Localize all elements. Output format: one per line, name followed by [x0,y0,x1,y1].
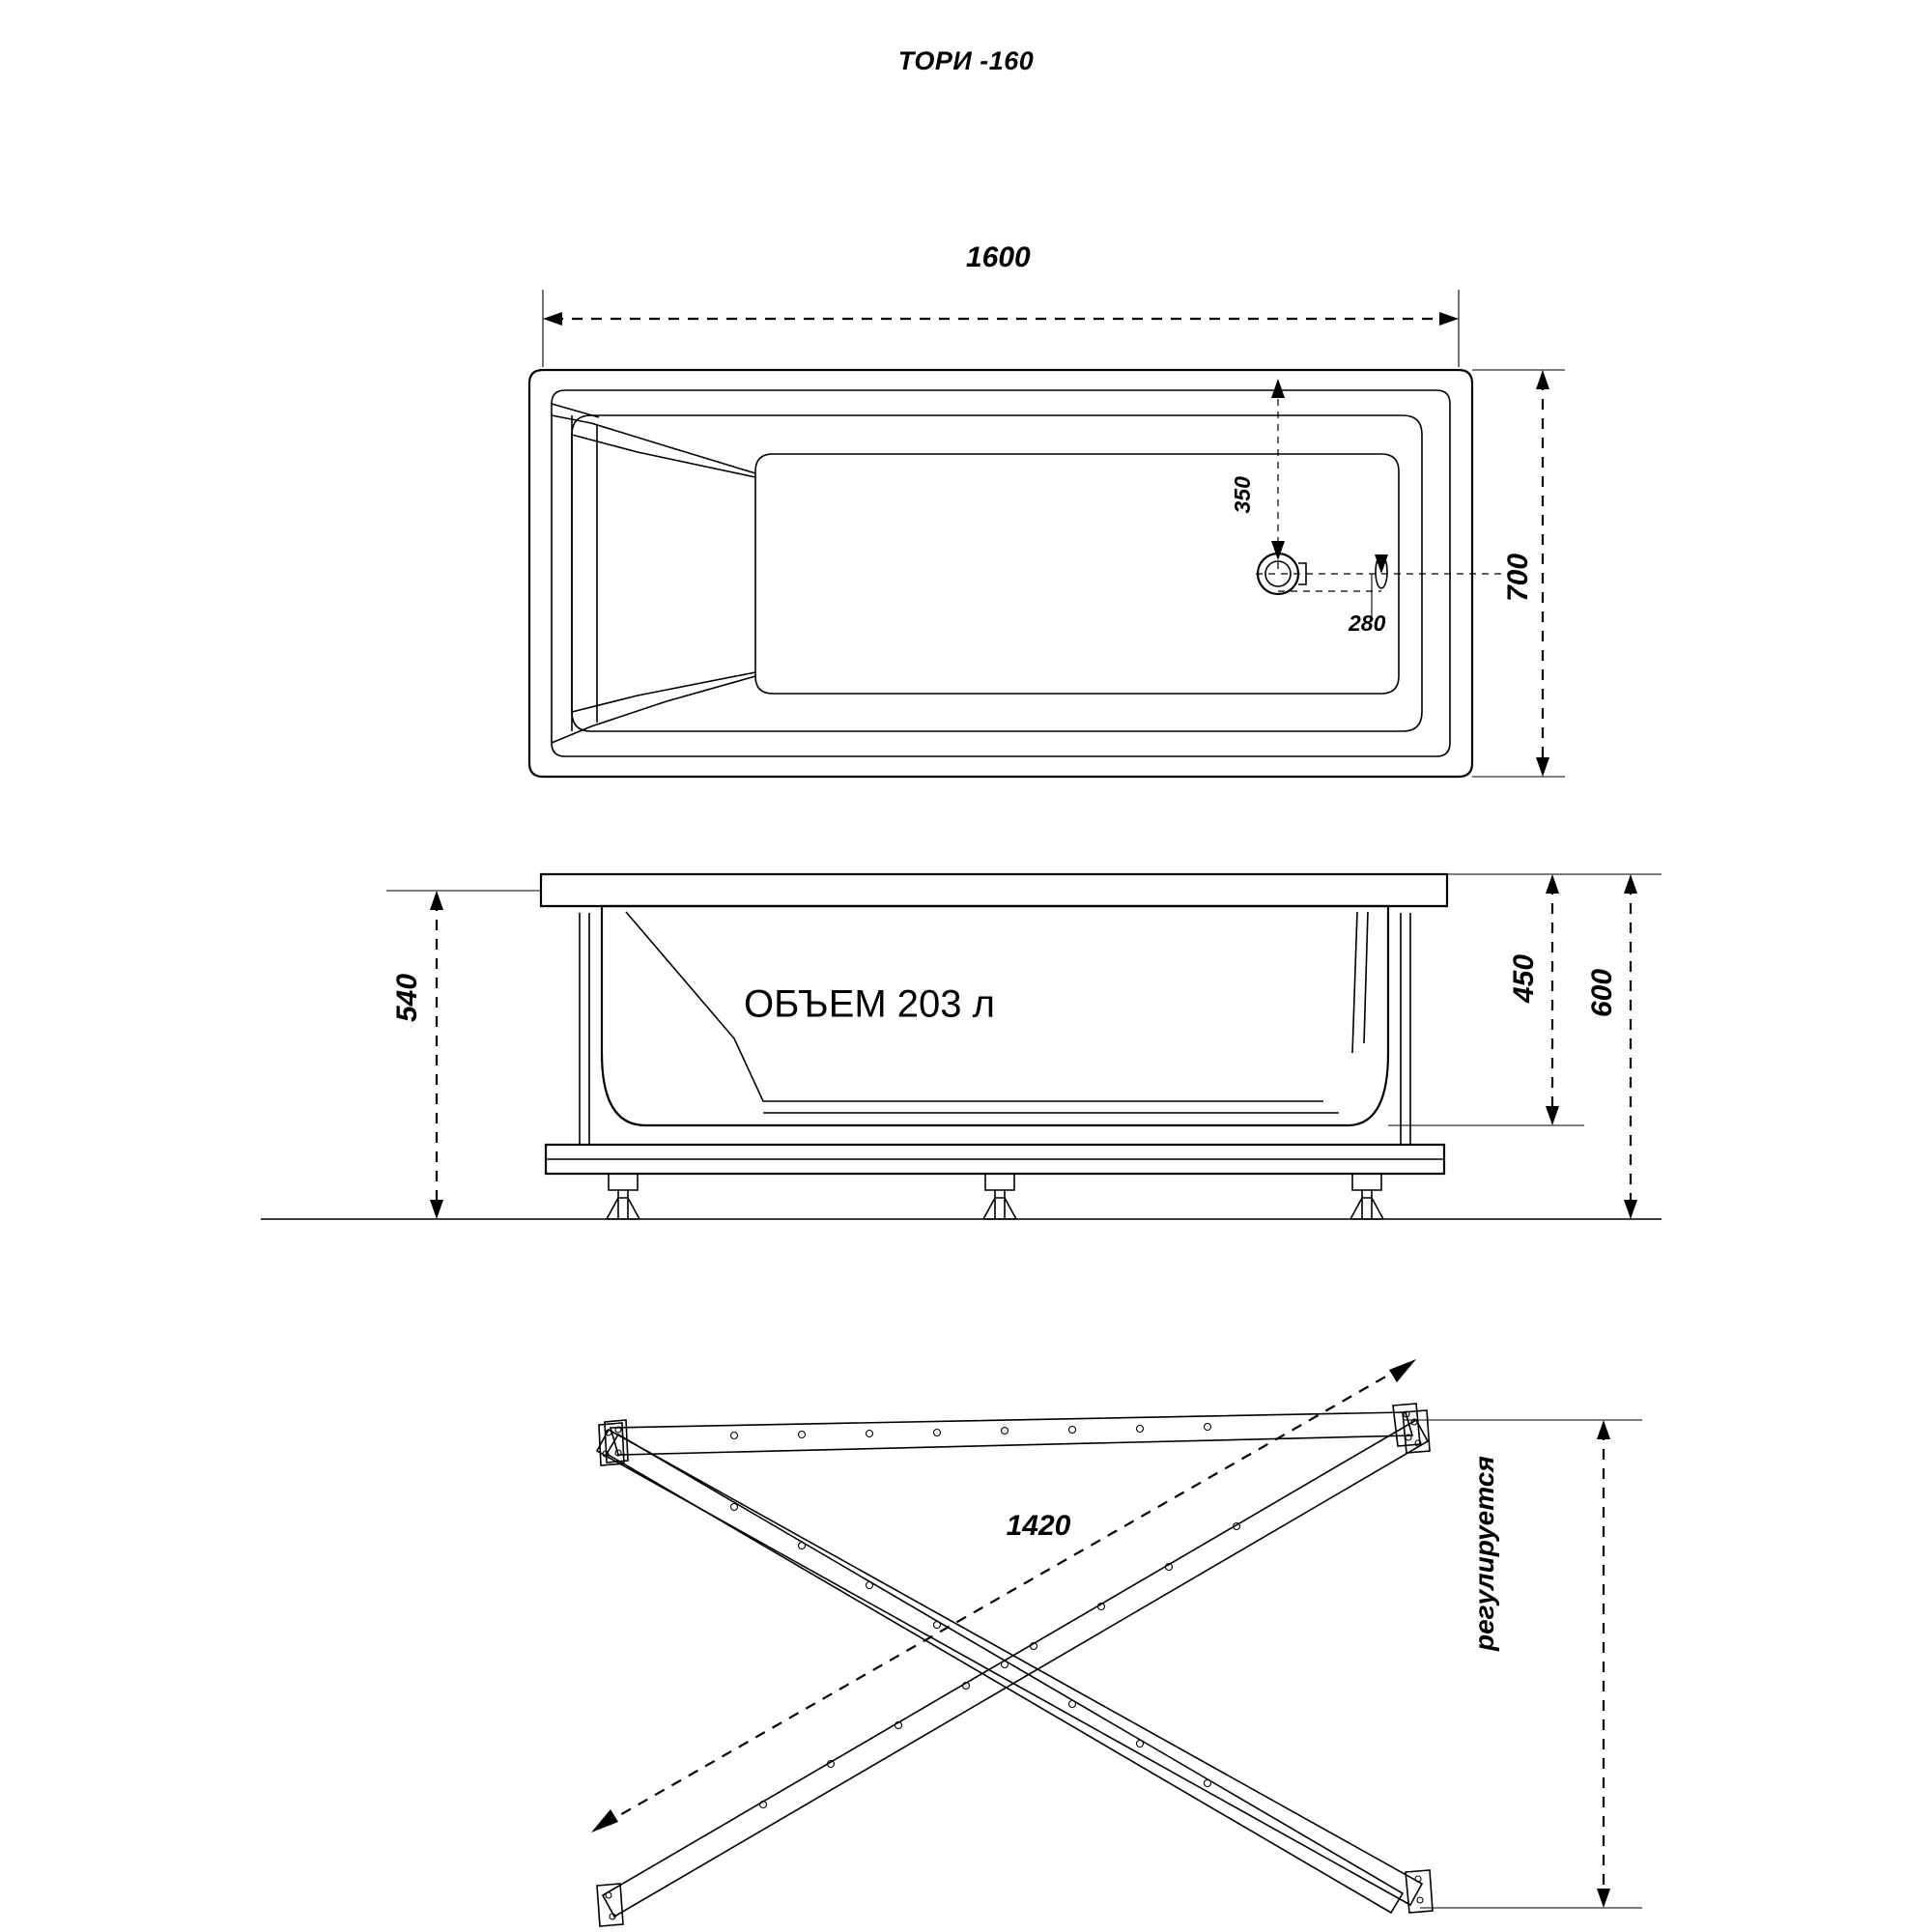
page-title: ТОРИ -160 [897,46,1035,75]
dim-label-inner-depth-450: 450 [1507,953,1540,1003]
dim-label-drain-offset-280: 280 [1349,611,1386,636]
volume-label: ОБЪЕМ 203 л [744,982,995,1026]
dim-label-length-1600: 1600 [966,242,1031,273]
dim-label-diagonal-1420: 1420 [1006,1510,1071,1542]
dim-label-total-height-600: 600 [1585,968,1618,1017]
dim-label-bath-height-540: 540 [390,973,423,1022]
dim-label-adjustable-height: регулируется [1469,1456,1500,1651]
dim-label-drain-offset-350: 350 [1229,476,1255,514]
dim-label-width-700: 700 [1501,553,1534,602]
